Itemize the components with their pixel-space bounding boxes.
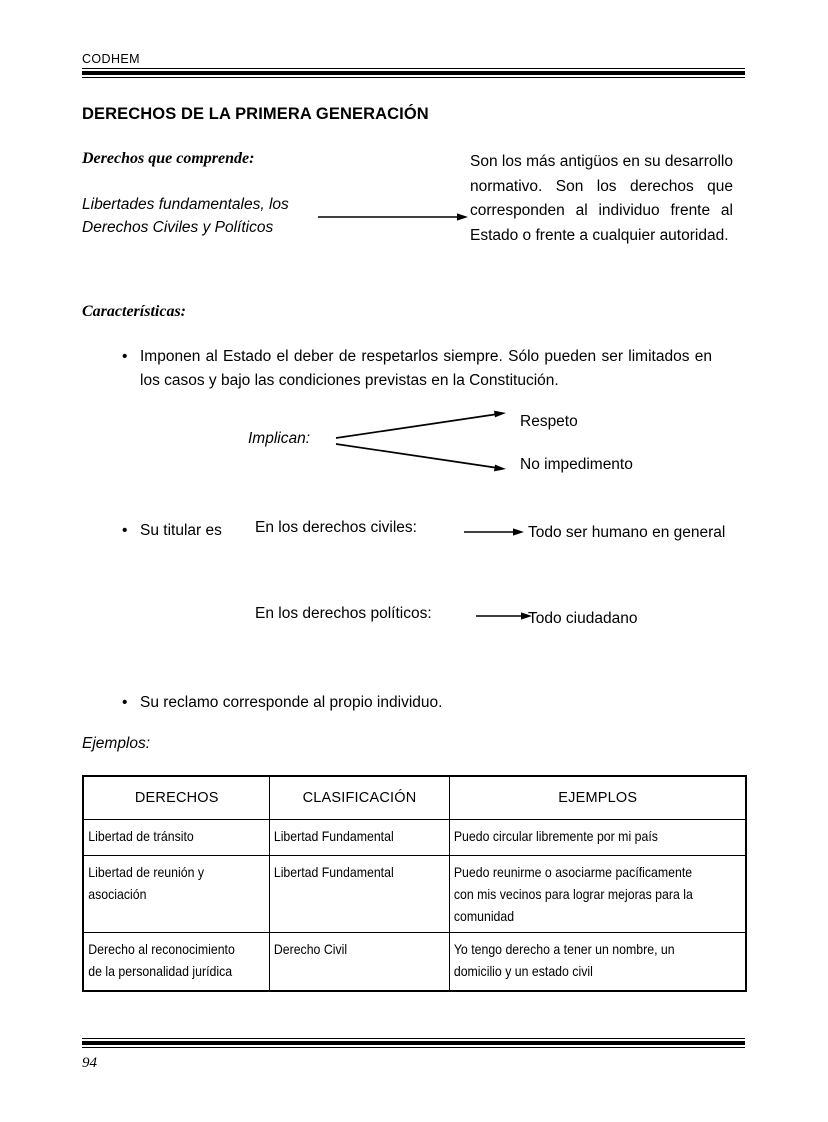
footer-rule-thin-top [82,1038,745,1039]
arrow-comprende-to-definition [318,210,468,224]
cell-derecho: Derecho al reconocimiento de la personalidad jurídica [83,933,247,991]
header-rule-thick [82,71,745,75]
list-item-text: Su titular es [140,522,222,539]
comprende-items-text: Libertades fundamentales, los Derechos Civiles y Políticos [82,196,289,236]
cell-ejemplo: Puedo circular libremente por mi país [449,820,710,856]
implican-branch-1-label: Respeto [520,413,578,430]
column-header-derechos: DERECHOS [83,776,269,820]
column-header-clasificacion: CLASIFICACIÓN [269,776,449,820]
derechos-civiles-label: En los derechos civiles: [255,519,417,536]
bullet-icon: • [122,348,128,365]
list-item [122,345,712,393]
ejemplos-table [82,775,747,992]
comprende-label: Derechos que comprende: [82,150,255,167]
header-rule-thin-bottom [82,77,745,78]
table-row [83,856,746,933]
derechos-politicos-value: Todo ciudadano [528,610,638,627]
table-header-row [83,776,746,820]
column-header-ejemplos: EJEMPLOS [449,776,746,820]
arrow-civiles [464,525,524,539]
running-header-label: CODHEM [82,52,140,66]
list-item-text: Imponen al Estado el deber de respetarlos siempre. Sólo pueden ser limitados en los casos y bajo las condiciones previstas en la Constitución. [140,348,712,389]
comprende-definition-text: Son los más antigüos en su desarrollo normativo. Son los derechos que corresponden al individuo frente al Estado o frente a cualquier autoridad. [470,153,733,244]
page-number: 94 [82,1055,97,1071]
cell-ejemplo: Puedo reunirme o asociarme pacíficamente con mis vecinos para lograr mejoras para la comunidad [449,856,710,933]
list-item [122,691,572,715]
caracteristicas-label: Características: [82,303,186,320]
implican-label: Implican: [248,430,311,447]
derechos-politicos-label: En los derechos políticos: [255,605,432,622]
footer-rule-thin-bottom [82,1047,745,1048]
arrow-politicos [476,609,532,623]
table-row [83,933,746,991]
cell-ejemplo: Yo tengo derecho a tener un nombre, un domicilio y un estado civil [453,941,675,979]
cell-clasificacion: Libertad Fundamental [269,856,427,933]
page-title: DERECHOS DE LA PRIMERA GENERACIÓN [82,105,429,123]
bullet-icon: • [122,694,128,711]
list-item-text: Su reclamo corresponde al propio individuo. [140,694,443,711]
page-header [82,52,745,78]
derechos-civiles-value: Todo ser humano en general [528,524,726,541]
cell-derecho: Libertad de reunión y asociación [83,856,247,933]
implican-branch-2-label: No impedimento [520,456,633,473]
table-row [83,820,746,856]
header-rule-thin-top [82,68,745,69]
cell-clasificacion: Derecho Civil [269,933,427,991]
bullet-icon: • [122,522,128,539]
cell-derecho: Libertad de tránsito [83,820,247,856]
implican-branch-arrows [334,408,514,476]
ejemplos-label: Ejemplos: [82,735,151,752]
ejemplos-table-wrapper [82,775,745,992]
cell-clasificacion: Libertad Fundamental [269,820,427,856]
footer-rule-thick [82,1041,745,1045]
page-footer [82,1038,745,1048]
